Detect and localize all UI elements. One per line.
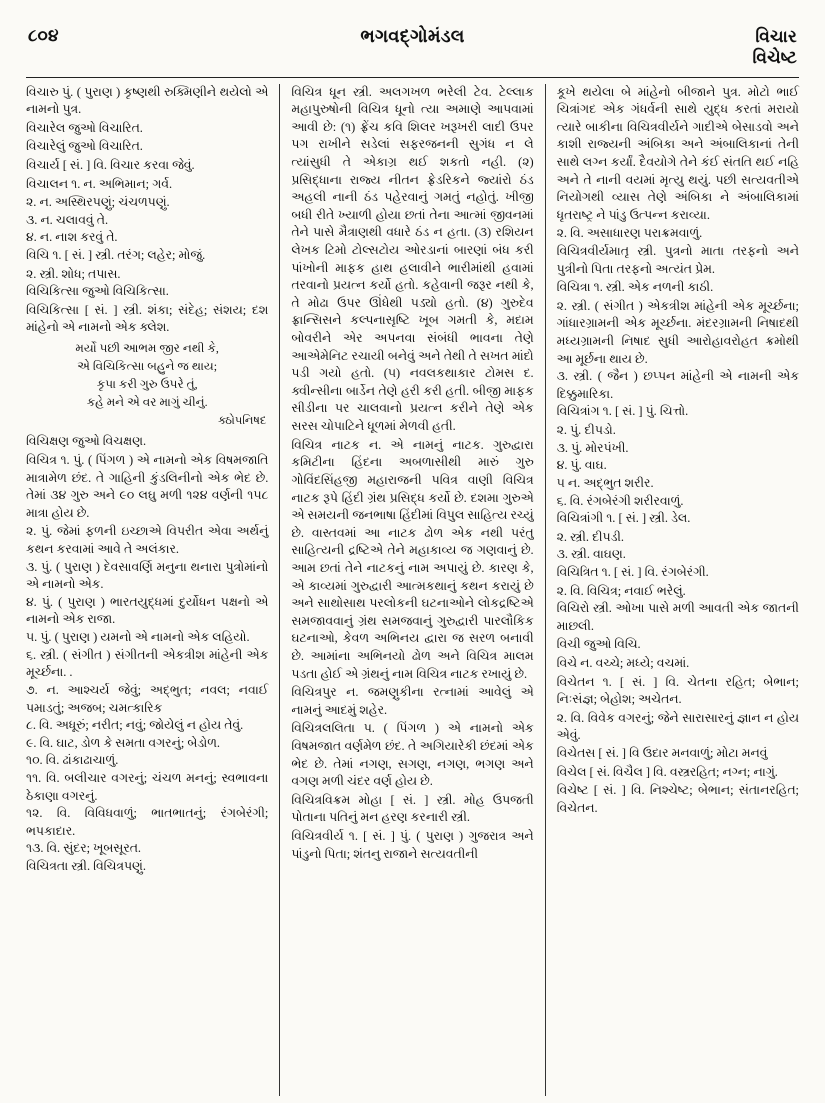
guide-word-top: વિચાર — [755, 27, 797, 46]
dictionary-entry: વિચિકિત્સા [ સં. ] સ્ત્રી. શંકા; સંદેહ; સંશય; દશ માંહેનો એ નામનો એક ક્લેશ. — [26, 302, 269, 335]
running-head — [667, 26, 797, 69]
dictionary-entry: કૂખે થયેલા બે માંહેનો બીજાને પુત્ર. મોટો ભાઈ ચિત્રાંગદ એક ગંધર્વની સાથે યુદ્ધ કરતાં મરાયો ત્યારે બાકીના વિચિત્રવીર્યને ગાદીએ બેસાડવો અને કાશી રાજ્યની અંબિકા અને અંબાલિકાનાં તેની સાથે લગ્ન કર્યાં. દૈવયોગે તેને કંઈ સંતતિ થઈ નહિ અને તે નાની વયમાં મૃત્યુ થયું. પછી સત્યવતીએ નિયોગથી વ્યાસ તેણે અંબિકા ને અંબાલિકામાં ધૃતરાષ્ટ્ર ને પાંડુ ઉત્પન્ન કરાવ્યા. — [556, 84, 799, 222]
verse-block — [26, 339, 268, 411]
verse-line: કહે મને એ વર માગું ચીનું. — [86, 395, 208, 410]
dictionary-sense: ૫ ન. અદ્‌ભુત શરીર. — [556, 475, 654, 490]
dictionary-sense: ૪. પું. ( પુરાણ ) ભારતયુદ્ધમાં દુર્યોધન પક્ષનો એ નામનો એક રાજા. — [26, 594, 269, 627]
column-2 — [282, 84, 542, 1096]
dictionary-sense: ૩. ન. ચલાવવું તે. — [26, 212, 109, 227]
dictionary-sense: ૨. સ્ત્રી. શોધ; તપાસ. — [26, 266, 121, 281]
dictionary-sense: ૭. ન. આશ્ચર્ય જેવું; અદ્‌ભુત; નવલ; નવાઈ પમાડતું; અજબ; ચમત્કારિક — [26, 682, 269, 715]
verse-line: એ વિચિકિત્સા બહુને જ થાય; — [77, 359, 218, 374]
dictionary-sense: ૪. ન. નાશ કરવું તે. — [26, 230, 118, 245]
dictionary-sense: ૧૩. વિ. સુંદર; ખૂબસૂરત. — [26, 841, 142, 856]
dictionary-entry: વિચેલ [ સં. વિચૈલ ] વિ. વસ્ત્રરહિત; નગ્ન; નાગું. — [556, 764, 778, 779]
verse-line: કૃપા કરી ગુરુ ઉપરે તું, — [96, 377, 198, 392]
dictionary-sense: ૪. પું. વાઘ. — [556, 458, 607, 473]
dictionary-sense: ૯. વિ. ઘાટ, ડોળ કે સમતા વગરનું; બેડોળ. — [26, 735, 220, 750]
dictionary-sense: ૬. સ્ત્રી. ( સંગીત ) સંગીતની એકત્રીશ માંહેની એક મૂર્ચ્છના. . — [26, 647, 269, 680]
dictionary-entry: વિચિત્ર ૧. પું. ( પિંગળ ) એ નામનો એક વિષમજાતિ માત્રામેળ છંદ. તે ગાહિની કુંડલિનીનો એક ભેદ છે. તેમાં ૩૪ ગુરુ અને ૯૦ લઘુ મળી ૧૨૪ વર્ણની ૧૫૮ માત્રા હોય છે. — [26, 452, 269, 520]
dictionary-entry: વિચિકિત્સા જુઓ વિચિકિત્સા. — [26, 284, 169, 299]
dictionary-sense: ૩. સ્ત્રી. ( જૈન ) છપ્પન માંહેની એ નામની એક દિક્કુમારિકા. — [556, 369, 799, 401]
dictionary-entry: વિચિક્ષણ જુઓ વિચક્ષણ. — [26, 434, 147, 449]
dictionary-entry: વિચિત્રા ૧. સ્ત્રી. એક નળની કાઠી. — [556, 280, 714, 295]
dictionary-entry: વિચી જુઓ વિચિ. — [556, 637, 641, 652]
dictionary-entry: વિચિત્રિત ૧. [ સં. ] વિ. રંગબેરંગી. — [556, 564, 709, 579]
column-container — [24, 84, 801, 1096]
dictionary-sense: ૫. પું. ( પુરાણ ) યમનો એ નામનો એક લહિયો. — [26, 630, 250, 645]
dictionary-entry: વિચારેલ જુઓ વિચારિત. — [26, 120, 143, 135]
dictionary-entry: વિચિ ૧. [ સં. ] સ્ત્રી. તરંગ; લહેર; મોજું. — [26, 247, 206, 262]
column-3 — [548, 84, 801, 1096]
dictionary-sense: ૩. પું. ( પુરાણ ) દેવસાવર્ણિ મનુના થનારા પુત્રોમાંનો એ નામનો એક. — [26, 559, 269, 592]
page-number: ૮૦૪ — [28, 26, 59, 45]
dictionary-entry: વિચિત્રલલિતા પ. ( પિંગળ ) એ નામનો એક વિષમજાત વર્ણમેળ છંદ. તે અગિયારેકી છંદમાં એક ભેદ છે. તેમાં નગણ, સગણ, નગણ, ભગણ અને વગણ મળી ચંદર વર્ણ હોય છે. — [291, 721, 534, 789]
dictionary-sense: ૨. ન. અસ્થિરપણું; ચંચળપણું. — [26, 195, 170, 210]
dictionary-sense: ૨. વિ. વિવેક વગરનું; જેને સારાસારનું જ્ઞાન ન હોય એવું. — [556, 710, 799, 743]
verse-line: મર્યો પછી આભમ જીર નથી કે, — [75, 341, 219, 356]
column-1 — [24, 84, 277, 1096]
dictionary-sense: ૧૨. વિ. વિવિધવાળું; ભાતભાતનું; રંગબેરંગી; ભપકાદાર. — [26, 806, 269, 838]
dictionary-entry: વિચે ન. વચ્ચે; મધ્યે; વચમાં. — [556, 656, 690, 670]
book-title: ભગવદ્ગોમંડલ — [360, 26, 465, 46]
dictionary-sense: ૬. વિ. રંગબેરંગી શરીરવાળું. — [556, 493, 684, 508]
dictionary-entry: વિચિત્રવીર્યમાતૃ સ્ત્રી. પુત્રનો માતા તરફનો અને પુત્રીનો પિતા તરફનો અત્યંત પ્રેમ. — [556, 243, 799, 276]
dictionary-sense: ૨. પું. જેમાં ફળની ઇચ્છાએ વિપરીત એવા અર્થનું કથન કરવામાં આવે તે અલંકાર. — [26, 524, 269, 557]
dictionary-sense: ૨. પું. દીપડો. — [556, 423, 616, 438]
dictionary-entry: વિચિત્રતા સ્ત્રી. વિચિત્રપણું. — [26, 858, 146, 873]
dictionary-entry: વિચિત્રવિક્રમ મોહા [ સં. ] સ્ત્રી. મોહ ઉપજતી પોતાના પતિનું મન હરણ કરનારી સ્ત્રી. — [291, 792, 534, 825]
dictionary-entry: વિચિત્રાંગ ૧. [ સં. ] પું. ચિત્તો. — [556, 404, 689, 419]
dictionary-sense: ૩. સ્ત્રી. વાઘણ. — [556, 547, 626, 562]
dictionary-sense: ૮. વિ. અધૂરું; નરીત; નવું; જોયેલું ન હોય તેવું. — [26, 718, 244, 733]
header-rule — [26, 77, 799, 78]
dictionary-sense: ૧૦. વિ. ઢાંકાઢાચાળું. — [26, 753, 119, 768]
column-divider-2 — [545, 84, 546, 1096]
dictionary-sense: ૨. વિ. વિચિત્ર; નવાઈ ભરેલું. — [556, 583, 686, 598]
dictionary-sense: ૨. સ્ત્રી. ( સંગીત ) એકત્રીશ માંહેની એક મૂર્ચ્છના; ગાંધારગ્રામની એક મૂર્ચ્છના. મંદરગ્રામની નિષાદથી મધ્યગ્રામની નિષાદ સુધી આરોહાવરોહત ક્રમોથી આ મૂર્છના થાય છે. — [556, 298, 799, 366]
dictionary-entry: વિચિત્રપુર ન. જમણુકીના રત્નામાં આવેલું એ નામનું આદમું શહેર. — [291, 685, 534, 717]
column-divider-1 — [279, 84, 280, 1096]
dictionary-entry: વિચેષ્ટ [ સં. ] વિ. નિશ્ચેષ્ટ; બેભાન; સંતાનરહિત; વિચેતન. — [556, 783, 799, 815]
dictionary-entry: વિચારુ પું. ( પુરાણ ) કૃષ્ણથી રુક્મિણીને થયેલો એ નામનો પુત્ર. — [26, 84, 269, 117]
dictionary-entry: વિચિરો સ્ત્રી. ઓખા પાસે મળી આવતી એક જાતની માછલી. — [556, 601, 799, 633]
dictionary-entry: વિચિત્ર નાટક ન. એ નામનું નાટક. ગુરુદ્વારા કમિટીના હિંદના અબળાસીથી મારું ગુરુ ગોવિંદસિંહજી મહારાજની પવિત્ર વાણી વિચિત્ર નાટક રૂપે હિંદી ગ્રંથ પ્રસિદ્ધ કર્યો છે. દશમા ગુરુએ એ સમયની જનભાષા હિંદીમાં વિપુલ સાહિત્ય રચ્યું છે. વાસ્તવમાં આ નાટક ઢોળ એક નથી પરંતુ સાહિત્યની દ્રષ્ટિએ તેને મહાકાવ્ય જ ગણવાનું છે. આમ છતાં તેને નાટકનું નામ અપાયું છે. કારણ કે, એ કાવ્યમાં ગુરુદ્વારી આત્મકથાનું કથન કરાયું છે અને સાથોસાથ પરલોકની ઘટનાઓને લોકદ્રષ્ટિએ સમજાવવાનું ગ્રંથ સમજવાનું ગુરુદ્વારી પારલૌકિક ઘટનાઓ, કેવળ અભિનય દ્વારા જ સરળ બનાવી છે. આમાંના અભિનયો ઢોળ અને વિચિત્ર માલમ પડતા હોઈ એ ગ્રંથનું નામ વિચિત્ર નાટક રખાયું છે. — [291, 437, 534, 681]
dictionary-entry: વિચારેલું જુઓ વિચારિત. — [26, 139, 143, 154]
guide-word-bottom: વિચેષ્ટ — [752, 48, 797, 68]
page-header — [24, 26, 801, 73]
dictionary-sense: ૨. સ્ત્રી. દીપડી. — [556, 529, 625, 544]
dictionary-entry: વિચાલન ૧. ન. અભિમાન; ગર્વ. — [26, 176, 173, 191]
dictionary-entry: વિચેતસ [ સં. ] વિ ઉદાર મનવાળું; મોટા મનવું — [556, 746, 768, 761]
dictionary-entry: વિચિત્રવીર્ય ૧. [ સં. ] પું. ( પુરાણ ) ગુજરાત્ર અને પાંડુનો પિતા; શંતનુ રાજાને સત્યવતીની — [291, 829, 534, 861]
dictionary-sense: ૨. વિ. અસાધારણ પરાક્રમવાળું. — [556, 226, 703, 241]
dictionary-sense: ૧૧. વિ. બલીચાર વગરનું; ચંચળ મનનું; સ્વભાવના ઠેકાણા વગરનું. — [26, 770, 269, 803]
dictionary-entry: વિચિત્ર ધૂન સ્ત્રી. અલગખળ ભરેલી ટેવ. ટેલ્લાક મહાપુરુષોની વિચિત્ર ધૂનો ત્યા અમાણે આપવામાં આવી છે: (૧) ફ્રેંચ કવિ શિલર ખરૂખરી લાદી ઉપર પગ રાખીને સડેલાં સફરજનની સુગંધ ન લે ત્યાંસુધી તે એકાગ્ર થઈ શકતો નહી. (૨) પ્રસિદ્ધાના રાજ્ય નીતન ફ્રેડરિકને જ્યાંરો ઠંડ અહલી નાની ઠંડ પહેરવાનું ગમતું નહોતું. ખીજી બધી રીતે ખ્યાળી હોયા છતાં તેના આત્માં જીવનમાં તેને પાસે મૈત્રાણથી વધારે ઠંડ ન હતા. (૩) રશિયન લેખક ટિમો ટોલ્સટોય ઓરડાનાં બારણાં બંધ કરી પાંખોની માફક હાથ હલાવીને ભારીમાંથી હવામાં તરવાનો પ્રયત્ન કર્યો હતો. કહેવાની જરૂર નથી કે, તે મોઢા ઉપર ઊંધેથી પડ્યો હતો. (૪) ગુરુદેવ ફ્રાન્સિસને કલ્પનાસૃષ્ટિ ખૂબ ગમતી કે, મદામ બોવરીને એર અપનવા સંબંધી ભાવના તેણે આએમેનિટ રચાયી બનેવું અને તેથી તે સખત માંદો પડી ગયો હતો. (૫) નવલકથાકાર ટોમસ દ. ક્વીન્સીના બાર્ડેન તેણે હરી કરી હતી. બીજી માફક સીડીના પર ચાલવાનો પ્રયત્ન કરીને તેણે એક સરસ ચોપાટિને ધૂળમાં મેળવી હતી. — [291, 84, 534, 434]
dictionary-entry: વિચિત્રાંગી ૧. [ સં. ] સ્ત્રી. ડેલ. — [556, 511, 691, 526]
dictionary-sense: ૩. પું. મોરપંખી. — [556, 440, 629, 455]
verse-attribution: ક્ઠોપનિષદ — [218, 415, 267, 428]
dictionary-entry: વિચાર્ય [ સં. ] વિ. વિચાર કરવા જેવું. — [26, 157, 195, 172]
dictionary-entry: વિચેતન ૧. [ સં. ] વિ. ચેતના રહિત; બેભાન; નિઃસંજ્ઞ; બેહોશ; અચેતન. — [556, 674, 799, 707]
